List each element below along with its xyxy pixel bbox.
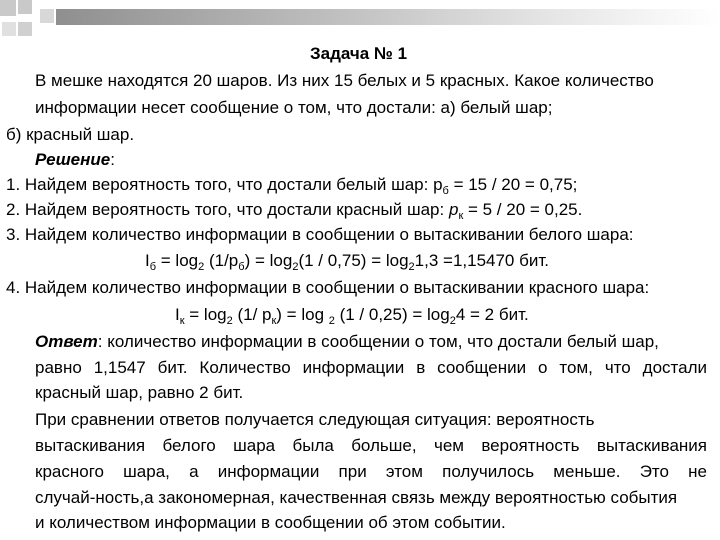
- solution-heading: [35, 149, 115, 171]
- answer-line-3: красный шар, равно 2 бит.: [35, 383, 244, 402]
- step1-sub: б: [442, 185, 449, 197]
- solution-step-1: [6, 174, 577, 196]
- f1-e: 1,3 =1,15470 бит.: [414, 251, 549, 270]
- conclusion-line-3: красного шара, а информации при этом получилось меньше. Это не: [35, 462, 707, 481]
- answer-label: Ответ: [35, 332, 98, 351]
- f1-a: = log: [156, 251, 199, 270]
- f2-a-sub: 2: [226, 315, 233, 327]
- step1-rest: = 15 / 20 = 0,75;: [448, 175, 578, 194]
- f2-e: 4 = 2 бит.: [455, 305, 529, 324]
- conclusion-line-4: случай-ность,а закономерная, качественная связь между вероятностью события: [35, 488, 678, 507]
- f2-b-sub: к: [271, 315, 277, 327]
- problem-line-2: информации несет сообщение о том, что достали: а) белый шар;: [35, 98, 553, 117]
- f2-c-sub: 2: [328, 315, 335, 327]
- f1-a-sub: 2: [198, 261, 205, 273]
- answer-line-2: равно 1,1547 бит. Количество информации в сообщении о том, что достали: [35, 358, 707, 377]
- f1-i-sub: б: [149, 261, 157, 273]
- solution-step-2: [6, 199, 582, 221]
- step2-sub: к: [458, 210, 464, 222]
- step2-var: p: [448, 200, 459, 219]
- deco-square-2: [18, 0, 32, 14]
- step2-text: 2. Найдем вероятность того, что достали красный шар:: [6, 200, 449, 219]
- f1-b-sub: б: [238, 261, 245, 273]
- f2-i-sub: к: [179, 315, 185, 327]
- f2-d: (1 / 0,25) = log: [334, 305, 450, 324]
- solution-colon: :: [110, 150, 115, 169]
- f2-c: ) = log: [276, 305, 329, 324]
- solution-step-3: 3. Найдем количество информации в сообщении о вытаскивании белого шара:: [6, 225, 634, 244]
- f1-b: (1/p: [204, 251, 239, 270]
- f2-i: I: [175, 305, 180, 324]
- slide-decoration: [0, 0, 720, 40]
- f1-c: ) = log: [244, 251, 293, 270]
- f2-a: = log: [184, 305, 227, 324]
- deco-square-4: [2, 22, 16, 36]
- step1-text: 1. Найдем вероятность того, что достали белый шар: p: [6, 175, 443, 194]
- deco-square-3: [40, 9, 54, 23]
- f1-d: (1 / 0,75) = log: [298, 251, 409, 270]
- f1-d-sub: 2: [408, 261, 415, 273]
- task-title: Задача № 1: [310, 44, 408, 63]
- f1-c-sub: 2: [292, 261, 299, 273]
- conclusion-line-5: и количеством информации в сообщении об этом событии.: [35, 513, 506, 532]
- answer-text-1: : количество информации в сообщении о том, что достали белый шар,: [97, 332, 659, 351]
- problem-line-3: б) красный шар.: [6, 125, 135, 144]
- f1-i: I: [145, 251, 150, 270]
- conclusion-line-1: При сравнении ответов получается следующая ситуация: вероятность: [35, 410, 595, 429]
- formula-white: [145, 250, 549, 272]
- f2-b: (1/ p: [232, 305, 272, 324]
- formula-red: [175, 304, 529, 326]
- step2-rest: = 5 / 20 = 0,25.: [463, 200, 583, 219]
- f2-d-sub: 2: [449, 315, 456, 327]
- solution-step-4: 4. Найдем количество информации в сообщении о вытаскивании красного шара:: [6, 278, 650, 297]
- deco-square-1: [0, 0, 16, 16]
- conclusion-line-2: вытаскивания белого шара была больше, чем вероятность вытаскивания: [35, 436, 707, 455]
- answer-line-1: [35, 331, 659, 353]
- problem-line-1: В мешке находятся 20 шаров. Из них 15 белых и 5 красных. Какое количество: [35, 71, 654, 90]
- solution-label: Решение: [35, 150, 111, 169]
- deco-square-5: [18, 22, 32, 36]
- header-gradient-bar: [56, 9, 720, 25]
